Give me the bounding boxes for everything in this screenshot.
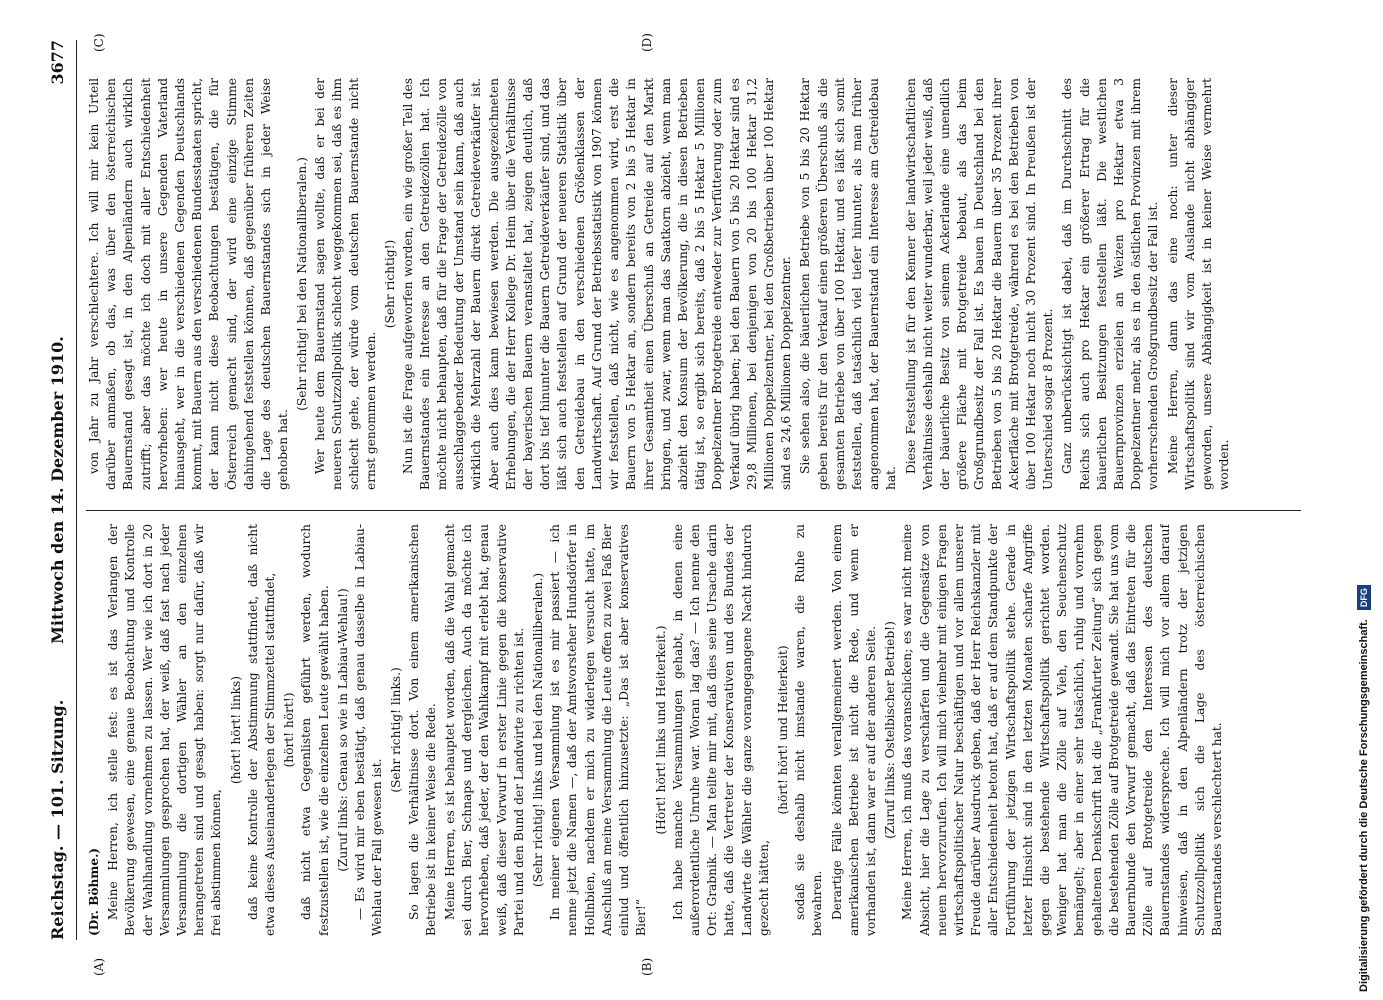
right-column [86,78,1301,490]
column-divider [86,510,1301,511]
interjection: (hört! hört!) [282,692,297,768]
left-column [86,524,1301,936]
interjection: (Hört! hört! links und Heiterkeit.) [653,625,668,835]
paragraph: Sie sehen also, die bäuerlichen Betriebe von 5 bis 20 Hektar geben bereits für den Verkauf einen größeren Überschuß als die gesamten Betriebe von über 100 Hektar, und es läßt sich somit feststellen, daß tatsächlich viel tiefer hinunter, als man früher angenommen hat, der Bauernstand ein Interesse am Getreidebau hat. [798,78,899,490]
paragraph: Wer heute dem Bauernstand sagen wollte, daß er bei der neueren Schutzzollpolitik schlecht weggekommen sei, daß es ihm schlecht gehe, der würde vom deutschen Bauernstande nicht ernst genommen werden. [312,78,379,490]
paragraph: Meine Herren, dann das eine noch: unter dieser Wirtschaftspolitik sind wir vom Auslande nicht abhängiger geworden, unsere Abhängigkeit ist in keiner Weise vermehrt worden. [1165,78,1232,490]
interjection: (Sehr richtig! links und bei den Nationalliberalen.) [531,572,546,888]
paragraph: sodaß sie deshalb nicht imstande waren, die Ruhe zu bewahren. [793,524,825,936]
speaker-name: (Dr. Böhme.) [87,847,101,936]
credit-text: Digitalisierung gefördert durch die Deutsche Forschungsgemeinschaft. [1358,619,1370,992]
paragraph: Diese Feststellung ist für den Kenner der landwirtschaftlichen Verhältnisse deshalb nicht weiter wunderbar, weil jeder weiß, daß der bäuerliche Besitz von seinem Ackerlande eine unendlich größere Fläche mit Brotgetreide bebaut, als das beim Großgrundbesitz der Fall ist. Es bauen in Deutschland bei den Betrieben von 5 bis 20 Hektar die Bauern über 35 Prozent ihrer Ackerfläche mit Brotgetreide, während es bei den Betrieben von über 100 Hektar noch nicht 30 Prozent sind. In Preußen ist der Unterschied sogar 8 Prozent. [903,78,1056,490]
paragraph: Meine Herren, es ist behauptet worden, daß die Wahl gemacht sei durch Bier, Schnaps und dergleichen. Auch da möchte ich hervorheben, daß jeder, der den Wahlkampf mit erlebt hat, genau weiß, daß dieser Vorwurf in erster Linie gegen die konservative Partei und den Bund der Landwirte zu richten ist. [443,524,526,936]
interjection: (Sehr richtig! links.) [389,667,404,793]
paragraph: Meine Herren, ich muß das voranschicken; es war nicht meine Absicht, hier die Lage zu verschärfen und die Gegensätze von neuem hervorzurufen. Ich will mich vielmehr mit einigen Fragen wirtschaftspolitischer Natur beschäftigen und vor allem unserer Freude darüber Ausdruck geben, daß der Herr Reichskanzler mit aller Entschiedenheit betont hat, daß er auf dem Standpunkte der Fortführung der jetzigen Wirtschaftspolitik stehe. Gerade in letzter Hinsicht sind in den letzten Monaten scharfe Angriffe gegen die bestehende Wirtschaftspolitik gerichtet worden. Weniger hat man die Zölle auf Vieh, den Seuchenschutz bemängelt; aber in einer sehr tatsächlich, ruhig und vornehm gehaltenen Denkschrift hat die „Frankfurter Zeitung“ sich gegen die bestehenden Zölle auf Brotgetreide gewandt. Sie hat uns vom Bauernbunde den Vorwurf gemacht, daß das Eintreten für die Zölle auf Brotgetreide den Interessen des deutschen Bauernstandes widerspreche. Ich will mich vor allem darauf hinweisen, daß in den Alpenländern trotz der jetzigen Schutzzollpolitik sich die Lage des österreichischen Bauernstandes verschlechtert hat. [900,524,1224,936]
paragraph: In meiner eigenen Versammlung ist es mir passiert — ich nenne jetzt die Namen —, daß der Amtsvorsteher Hundsdörfer in Hollnbien, nachdem er mich zu widerlegen versucht hatte, im Anschluß an meine Versammlung die Leute offen zu zwei Faß Bier einlud und öffentlich hinzusetzte: „Das ist aber konservatives Bier!“ [548,524,649,936]
paragraph: Ganz unberücksichtigt ist dabei, daß im Durchschnitt des Reichs sich auch pro Hektar ein größerer Ertrag für die bäuerlichen Besitzungen feststellen läßt. Die westlichen Bauernprovinzen erzielen an Weizen pro Hektar etwa 3 Doppelzentner mehr, als es in den östlichen Provinzen mit ihrem vorherrschenden Großgrundbesitz der Fall ist. [1060,78,1161,490]
left-paragraphs [105,524,1226,936]
dfg-logo: DFG [1357,585,1371,610]
paragraph: So lagen die Verhältnisse dort. Von einem amerikanischen Betriebe ist in keiner Weise die Rede. [406,524,438,936]
paragraph: Meine Herren, ich stelle fest: es ist das Verlangen der Bevölkerung gewesen, eine genaue Beobachtung und Kontrolle der Wahlhandlung vornehmen zu lassen. Wer wie ich dort in 20 Versammlungen gesprochen hat, der weiß, daß fast nach jeder Versammlung die dortigen Wähler an den einzelnen herangetreten sind und gesagt haben: sorgt nur dafür, daß wir frei abstimmen können, [106,524,224,936]
header-session: Reichstag. — 101. Sitzung. [48,699,67,940]
paragraph: Nun ist die Frage aufgeworfen worden, ein wie großer Teil des Bauernstandes ein Interesse an den Getreidezöllen hat. Ich möchte nicht behaupten, daß für die Frage der Getreidezölle von ausschlaggebender Bedeutung der Umstand sein kann, daß auch wirklich die Mehrzahl der Bauern direkt Getreideverkäufer ist. Aber auch dies kann bewiesen werden. Die ausgezeichneten Erhebungen, die der Herr Kollege Dr. Heim über die Verhältnisse der bayerischen Bauern veranstaltet hat, zeigen deutlich, daß dort bis tief hinunter die Bauern Getreideverkäufer sind, und das läßt sich auch feststellen auf Grund der neueren Statistik über den Getreidebau in den verschiedenen Größenklassen der Landwirtschaft. Auf Grund der Betriebsstatistik von 1907 können wir feststellen, daß nicht, wie es angenommen wird, erst die Bauern von 5 Hektar an, sondern bereits von 2 bis 5 Hektar in ihrer Gesamtheit einen Überschuß an Getreide auf den Markt bringen, und zwar, wenn man das Saatkorn abzieht, wenn man abzieht den Konsum der Bevölkerung, die in diesen Betrieben tätig ist, so ergibt sich bereits, daß 2 bis 5 Hektar 5 Millionen Doppelzentner Brotgetreide entweder zur Verfütterung oder zum Verkauf übrig haben; bei den Bauern von 5 bis 20 Hektar sind es 29,8 Millionen, bei denjenigen von 20 bis 100 Hektar 31,2 Millionen Doppelzentner, bei den Großbetrieben über 100 Hektar sind es 24,6 Millionen Doppelzentner. [400,78,794,490]
paragraph: von Jahr zu Jahr verschlechtere. Ich will mir kein Urteil darüber anmaßen, ob das, was über den österreichischen Bauernstand gesagt ist, in den Alpenländern auch wirklich zutrifft; aber das möchte ich doch mit aller Entschiedenheit hervorheben: wer heute in unsere Gegenden Vaterland hinausgeht, wer in die verschiedenen Gegenden Deutschlands kommt, mit Bauern aus den verschiedenen Bundesstaaten spricht, der kann nicht diese Beobachtungen bestätigen, die für Österreich gemacht sind, der wird eine einzige Stimme dahingehend feststellen können, daß gegenüber früheren Zeiten die Lage des deutschen Bauernstandes sich in jeder Weise gehoben hat. [87,78,291,490]
page-number: 3677 [48,40,67,85]
interjection: (Sehr richtig!) [383,239,398,329]
paragraph: Ich habe manche Versammlungen gehabt, in denen eine außerordentliche Unruhe war. Woran lag das? — Ich nenne den Ort: Grabnik. — Man teilte mir mit, daß dies seine Ursache darin hatte, daß die Vertreter der Konservativen und des Bundes der Landwirte die Wähler die ganze vorangegangene Nacht hindurch gezecht hätten, [670,524,771,936]
interjection: (Zuruf links: Genau so wie in Labiau-Wehlau!) [335,588,350,872]
header-date: Mittwoch den 14. Dezember 1910. [48,336,67,644]
margin-marker-c: (C) [92,33,106,52]
interjection: (Zuruf links: Ostelbischer Betrieb!) [883,621,898,839]
interjection: (Sehr richtig! bei den Nationalliberalen.) [295,157,310,411]
paragraph: Derartige Fälle könnten verallgemeinert werden. Von einem amerikanischen Betriebe ist nicht die Rede, und wenn er vorhanden ist, dann war er auf der anderen Seite. [829,524,878,936]
page-header [48,40,74,940]
header-rule [76,40,77,940]
paragraph: — Es wird mir eben bestätigt, daß genau dasselbe in Labiau-Wehlau der Fall gewesen ist. [353,524,385,936]
paragraph: daß keine Kontrolle der Abstimmung stattfindet, daß nicht etwa dieses Auseinanderlegen der Stimmzettel stattfindet, [245,524,278,936]
margin-marker-a: (A) [92,957,106,976]
paragraph: daß nicht etwa Gegenlisten geführt werden, wodurch festzustellen ist, wie die einzelnen Leute gewählt haben. [299,524,331,936]
interjection: (hört! hört! links) [228,675,243,785]
margin-marker-b: (B) [640,957,654,976]
interjection: (hört! hört! und Heiterkeit) [775,645,790,815]
digitization-credit [1352,8,1376,992]
right-paragraphs [86,78,1233,490]
margin-marker-d: (D) [640,33,654,52]
